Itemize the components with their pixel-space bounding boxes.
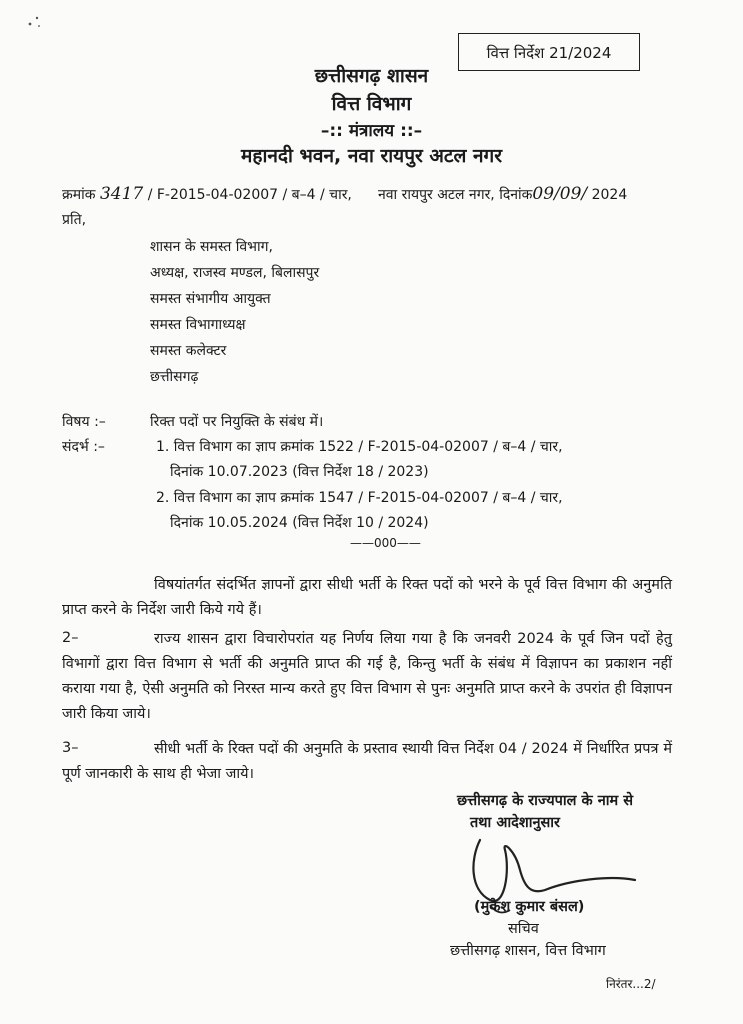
authority-line-1: छत्तीसगढ़ के राज्यपाल के नाम से — [456, 793, 634, 809]
recipient: समस्त संभागीय आयुक्त — [150, 291, 271, 307]
memo-number-handwritten: 3417 — [99, 184, 144, 204]
memo-number-prefix: क्रमांक — [62, 187, 96, 203]
memo-date-line — [378, 184, 627, 204]
ministry-title: –:: मंत्रालय ::– — [320, 121, 423, 141]
signatory-office: छत्तीसगढ़ शासन, वित्त विभाग — [450, 943, 606, 959]
recipient: शासन के समस्त विभाग, — [150, 239, 273, 255]
memo-place-date-prefix: नवा रायपुर अटल नगर, दिनांक — [378, 187, 533, 203]
reference-item-line1: 1. वित्त विभाग का ज्ञाप क्रमांक 1522 / F-2015-04-02007 / ब–4 / चार, — [156, 439, 563, 455]
paragraph-1: विषयांतर्गत संदर्भित ज्ञापनों द्वारा सीधी भर्ती के रिक्त पदों को भरने के पूर्व वित्त विभाग की अनुमति प्राप्त करने के निर्देश जारी किये गये हैं। — [62, 577, 672, 618]
recipient: समस्त कलेक्टर — [150, 343, 227, 359]
paragraph-3: सीधी भर्ती के रिक्त पदों की अनुमति के प्रस्ताव स्थायी वित्त निर्देश 04 / 2024 में निर्धारित प्रपत्र में पूर्ण जानकारी के साथ ही भेजा जाये। — [62, 741, 672, 782]
reference-label: संदर्भ :– — [62, 439, 105, 455]
separator: ——000—— — [350, 536, 421, 550]
to-label: प्रति, — [62, 212, 87, 228]
paragraph-2: राज्य शासन द्वारा विचारोपरांत यह निर्णय लिया गया है कि जनवरी 2024 के पूर्व जिन पदों हेतु विभागों द्वारा वित्त विभाग से भर्ती की अनुमति प्राप्त की गई है, किन्तु भर्ती के संबंध में विज्ञापन का प्रकाशन नहीं कराया गया है, ऐसी अनुमति को निरस्त मान्य करते हुए वित्त विभाग से पुनः अनुमति प्राप्त करने के उपरांत ही विज्ञापन जारी किया जाये। — [62, 631, 672, 722]
subject-text: रिक्त पदों पर नियुक्ति के संबंध में। — [150, 414, 324, 430]
paragraph-2-number: 2– — [62, 630, 79, 646]
signatory-designation: सचिव — [508, 921, 539, 937]
government-title: छत्तीसगढ़ शासन — [314, 65, 429, 87]
reference-item-line2: दिनांक 10.05.2024 (वित्त निर्देश 10 / 2024) — [170, 515, 429, 531]
memo-number-line — [62, 184, 352, 204]
paragraph-3-number: 3– — [62, 740, 79, 756]
department-title: वित्त विभाग — [331, 93, 412, 115]
scan-dots — [28, 14, 42, 30]
memo-date-handwritten: 09/09/ — [532, 184, 588, 204]
recipient: अध्यक्ष, राजस्व मण्डल, बिलासपुर — [150, 265, 320, 281]
recipient: समस्त विभागाध्यक्ष — [150, 317, 246, 333]
memo-number-suffix: / F-2015-04-02007 / ब–4 / चार, — [147, 187, 352, 203]
reference-item-line2: दिनांक 10.07.2023 (वित्त निर्देश 18 / 2023) — [170, 464, 429, 480]
continued-note: निरंतर...2/ — [606, 977, 656, 991]
recipient: छत्तीसगढ़ — [150, 369, 199, 385]
signatory-name: (मुकेश कुमार बंसल) — [474, 899, 585, 915]
authority-line-2: तथा आदेशानुसार — [469, 815, 560, 831]
reference-item-line1: 2. वित्त विभाग का ज्ञाप क्रमांक 1547 / F-2015-04-02007 / ब–4 / चार, — [156, 490, 563, 506]
circular-number-box: वित्त निर्देश 21/2024 — [458, 33, 640, 71]
memo-year: 2024 — [591, 187, 628, 203]
subject-label: विषय :– — [62, 414, 106, 430]
address-title: महानदी भवन, नवा रायपुर अटल नगर — [241, 145, 502, 167]
